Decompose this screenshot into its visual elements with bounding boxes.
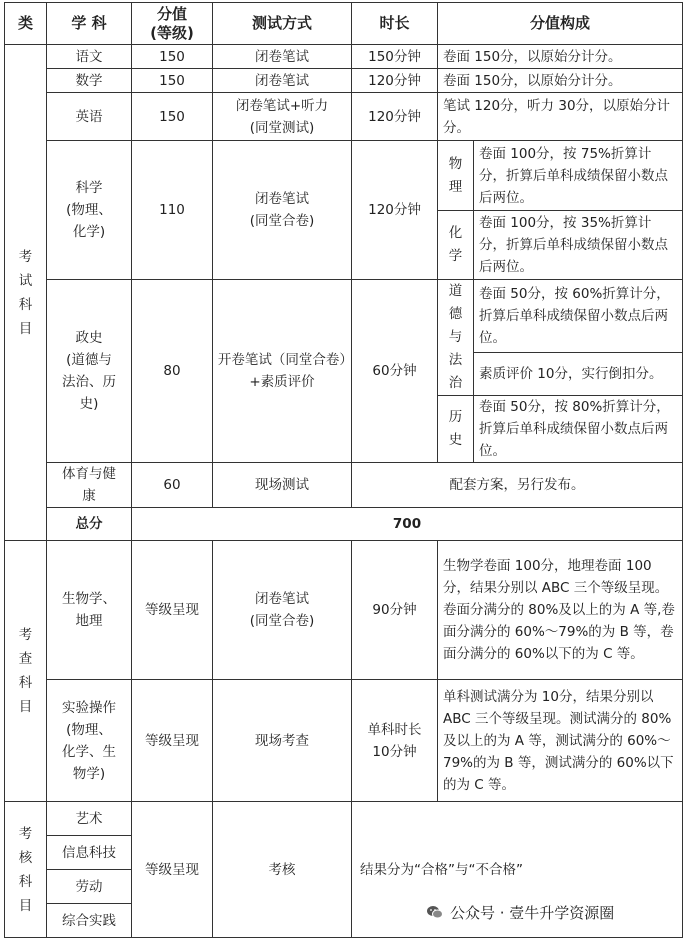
subject-cell: 劳动 (47, 870, 132, 904)
subject-cell: 英语 (47, 93, 132, 141)
category-check: 考 查 科 目 (5, 541, 47, 802)
method-cell: 现场考查 (213, 680, 352, 802)
composition-cell: 单科测试满分为 10分，结果分别以 ABC 三个等级呈现。测试满分的 80%及以上的为 A 等，测试满分的 60%～79%的为 B 等，测试满分的 60%以下的为 C 等。 (438, 680, 683, 802)
table-row-politics (5, 280, 683, 353)
subject-cell: 体育与健 康 (47, 463, 132, 508)
subject-cell: 综合实践 (47, 904, 132, 938)
composition-cell: 卷面 100分，按 35%折算计分，折算后单科成绩保留小数点后两位。 (474, 211, 683, 280)
header-score: 分值 (等级) (132, 3, 213, 45)
composition-cell: 笔试 120分，听力 30分，以原始分计分。 (438, 93, 683, 141)
watermark (420, 897, 620, 927)
method-cell: 闭卷笔试 (213, 45, 352, 69)
score-cell: 等级呈现 (132, 802, 213, 938)
composition-cell: 生物学卷面 100分，地理卷面 100分，结果分别以 ABC 三个等级呈现。卷面分满分的 80%及以上的为 A 等,卷面分满分的 60%～79%的为 B 等，卷面分满分的 60%以下的为 C 等。 (438, 541, 683, 680)
subject-cell: 政史 (道德与 法治、历 史) (47, 280, 132, 463)
composition-cell: 卷面 100分，按 75%折算计分，折算后单科成绩保留小数点后两位。 (474, 141, 683, 211)
table-row-total (5, 508, 683, 541)
score-cell: 等级呈现 (132, 541, 213, 680)
score-cell: 150 (132, 93, 213, 141)
sub-subject-label: 历 史 (438, 396, 474, 463)
composition-cell: 卷面 150分，以原始分计分。 (438, 45, 683, 69)
duration-cell: 120分钟 (352, 141, 438, 280)
subject-cell: 语文 (47, 45, 132, 69)
composition-cell: 卷面 50分，按 80%折算计分，折算后单科成绩保留小数点后两位。 (474, 396, 683, 463)
wechat-icon (426, 903, 444, 921)
subject-cell: 艺术 (47, 802, 132, 836)
subject-cell: 实验操作 (物理、 化学、生 物学) (47, 680, 132, 802)
method-cell: 闭卷笔试 (同堂合卷) (213, 541, 352, 680)
watermark-text: 公众号 · 壹牛升学资源圈 (450, 903, 615, 922)
table-row-bio-geo (5, 541, 683, 680)
score-cell: 等级呈现 (132, 680, 213, 802)
header-composition: 分值构成 (438, 3, 683, 45)
method-cell: 现场测试 (213, 463, 352, 508)
subject-cell: 信息科技 (47, 836, 132, 870)
category-exam: 考 试 科 目 (5, 45, 47, 541)
table-row-art (5, 802, 683, 836)
composition-cell: 结果分为“合格”与“不合格” (352, 802, 683, 938)
header-row (5, 3, 683, 45)
score-cell: 80 (132, 280, 213, 463)
score-cell: 60 (132, 463, 213, 508)
subject-cell: 数学 (47, 69, 132, 93)
table-row-math (5, 69, 683, 93)
method-cell: 开卷笔试（同堂合卷）+素质评价 (213, 280, 352, 463)
header-duration: 时长 (352, 3, 438, 45)
composition-cell: 卷面 150分，以原始分计分。 (438, 69, 683, 93)
score-cell: 110 (132, 141, 213, 280)
method-cell: 闭卷笔试 (同堂合卷) (213, 141, 352, 280)
table-row-science-physics (5, 141, 683, 211)
composition-cell: 素质评价 10分，实行倒扣分。 (474, 352, 683, 396)
header-subject: 学 科 (47, 3, 132, 45)
method-cell: 闭卷笔试 (213, 69, 352, 93)
sub-subject-label: 化 学 (438, 211, 474, 280)
duration-cell: 120分钟 (352, 69, 438, 93)
note-cell: 配套方案，另行发布。 (352, 463, 683, 508)
table-row-lab (5, 680, 683, 802)
sub-subject-label: 道 德 与 法 治 (438, 280, 474, 396)
duration-cell: 单科时长 10分钟 (352, 680, 438, 802)
table-row-english (5, 93, 683, 141)
total-value: 700 (132, 508, 683, 541)
composition-cell: 卷面 50分，按 60%折算计分，折算后单科成绩保留小数点后两位。 (474, 280, 683, 353)
duration-cell: 120分钟 (352, 93, 438, 141)
exam-scheme-table (4, 2, 683, 938)
category-assess: 考 核 科 目 (5, 802, 47, 938)
subject-cell: 科学 (物理、 化学) (47, 141, 132, 280)
subject-cell: 生物学、 地理 (47, 541, 132, 680)
total-label: 总分 (47, 508, 132, 541)
header-method: 测试方式 (213, 3, 352, 45)
sub-subject-label: 物 理 (438, 141, 474, 211)
duration-cell: 60分钟 (352, 280, 438, 463)
score-cell: 150 (132, 69, 213, 93)
duration-cell: 90分钟 (352, 541, 438, 680)
header-category: 类 (5, 3, 47, 45)
duration-cell: 150分钟 (352, 45, 438, 69)
table-row-chinese (5, 45, 683, 69)
method-cell: 闭卷笔试+听力 (同堂测试) (213, 93, 352, 141)
score-cell: 150 (132, 45, 213, 69)
table-row-pe (5, 463, 683, 508)
method-cell: 考核 (213, 802, 352, 938)
